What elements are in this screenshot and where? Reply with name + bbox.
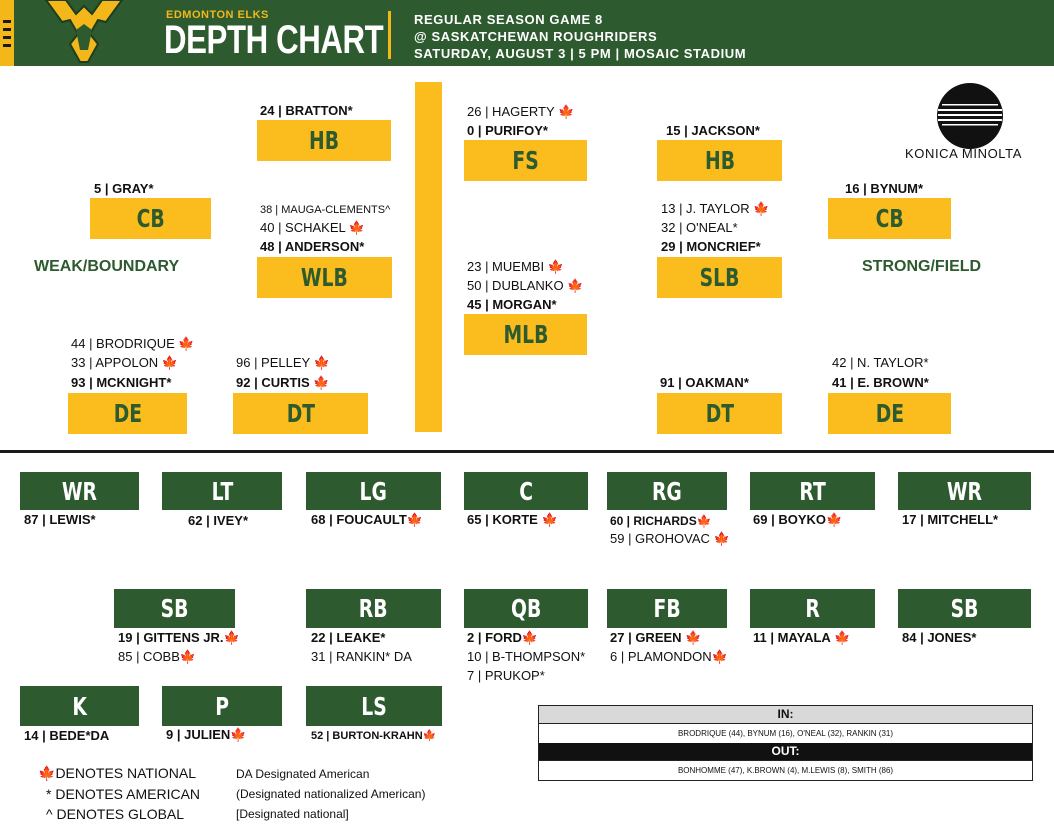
de-right-player-2: 41 | E. BROWN* — [832, 375, 929, 390]
maple-leaf-icon: 🍁 — [313, 355, 330, 370]
maple-leaf-icon: 🍁 — [348, 220, 366, 235]
hb-right-player-1: 15 | JACKSON* — [666, 123, 760, 138]
rg-player-2: 59 | GROHOVAC 🍁 — [610, 531, 730, 546]
hb-right-position: HB — [657, 140, 782, 181]
p-position: P — [162, 686, 282, 726]
maple-leaf-icon: 🍁 — [547, 259, 564, 274]
de-left-player-1: 44 | BRODRIQUE 🍁 — [71, 336, 195, 351]
rt-player-1: 69 | BOYKO🍁 — [753, 512, 843, 527]
hb-left-player-1: 24 | BRATTON* — [260, 103, 353, 118]
r-player-1: 11 | MAYALA 🍁 — [753, 630, 851, 645]
fb-player-1: 27 | GREEN 🍁 — [610, 630, 702, 645]
qb-player-2: 10 | B-THOMPSON* — [467, 649, 586, 664]
maple-leaf-icon: 🍁 — [38, 765, 56, 781]
legend-national: 🍁DENOTES NATIONAL — [38, 765, 196, 781]
transactions-box — [538, 705, 1033, 781]
de-right-player-1: 42 | N. TAYLOR* — [832, 355, 929, 370]
legend-global: ^ DENOTES GLOBAL — [46, 806, 185, 822]
ls-player-1: 52 | BURTON-KRAHN🍁 — [311, 730, 437, 742]
sb-left-player-1: 19 | GITTENS JR.🍁 — [118, 630, 240, 645]
rg-player-1: 60 | RICHARDS🍁 — [610, 514, 712, 528]
maple-leaf-icon: 🍁 — [422, 730, 437, 742]
fs-position: FS — [464, 140, 587, 181]
legend-dn: [Designated national] — [236, 807, 349, 821]
in-label: IN: — [539, 706, 1032, 723]
ls-position: LS — [306, 686, 442, 726]
cb-left-player-1: 5 | GRAY* — [94, 181, 154, 196]
wr-right-position: WR — [898, 472, 1031, 510]
maple-leaf-icon: 🍁 — [696, 514, 712, 528]
legend-dna: (Designated nationalized American) — [236, 787, 426, 801]
c-position: C — [464, 472, 588, 510]
game-opponent: @ SASKATCHEWAN ROUGHRIDERS — [414, 29, 658, 44]
maple-leaf-icon: 🍁 — [753, 201, 770, 216]
maple-leaf-icon: 🍁 — [558, 104, 575, 119]
maple-leaf-icon: 🍁 — [406, 512, 424, 527]
rt-position: RT — [750, 472, 875, 510]
game-title: REGULAR SEASON GAME 8 — [414, 12, 603, 27]
slb-player-2: 32 | O'NEAL* — [661, 220, 738, 235]
legend-american: * DENOTES AMERICAN — [46, 786, 201, 802]
dt-left-player-1: 96 | PELLEY 🍁 — [236, 355, 330, 370]
c-player-1: 65 | KORTE 🍁 — [467, 512, 558, 527]
qb-position: QB — [464, 589, 588, 628]
wlb-player-1: 38 | MAUGA-CLEMENTS^ — [260, 204, 391, 216]
strong-side-label: STRONG/FIELD — [862, 258, 982, 275]
mlb-player-2: 50 | DUBLANKO 🍁 — [467, 278, 584, 293]
dt-right-position: DT — [657, 393, 782, 434]
maple-leaf-icon: 🍁 — [541, 512, 558, 527]
cb-right-player-1: 16 | BYNUM* — [845, 181, 924, 196]
header-stripe — [0, 0, 14, 66]
header-divider — [388, 11, 391, 59]
hb-left-position: HB — [257, 120, 391, 161]
konica-minolta-logo-icon — [936, 82, 1004, 150]
wr-left-player-1: 87 | LEWIS* — [24, 512, 96, 527]
page-title: DEPTH CHART — [164, 18, 384, 62]
legend-da: DA Designated American — [236, 767, 370, 781]
lt-player-1: 62 | IVEY* — [188, 513, 249, 528]
slb-player-1: 13 | J. TAYLOR 🍁 — [661, 201, 770, 216]
slb-position: SLB — [657, 257, 782, 298]
dt-right-player-1: 91 | OAKMAN* — [660, 375, 749, 390]
lg-player-1: 68 | FOUCAULT🍁 — [311, 512, 424, 527]
fb-position: FB — [607, 589, 727, 628]
de-left-player-3: 93 | MCKNIGHT* — [71, 375, 172, 390]
sb-left-position: SB — [114, 589, 235, 628]
out-list: BONHOMME (47), K.BROWN (4), M.LEWIS (8), SMITH (86) — [539, 760, 1032, 780]
maple-leaf-icon: 🍁 — [713, 531, 730, 546]
mlb-position: MLB — [464, 314, 587, 355]
de-left-player-2: 33 | APPOLON 🍁 — [71, 355, 179, 370]
fb-player-2: 6 | PLAMONDON🍁 — [610, 649, 728, 664]
header-banner — [0, 0, 1054, 66]
r-position: R — [750, 589, 875, 628]
rb-position: RB — [306, 589, 441, 628]
midfield-bar — [415, 82, 442, 432]
p-player-1: 9 | JULIEN🍁 — [166, 727, 247, 742]
dt-left-player-2: 92 | CURTIS 🍁 — [236, 375, 330, 390]
weak-side-label: WEAK/BOUNDARY — [34, 258, 180, 275]
game-datetime: SATURDAY, AUGUST 3 | 5 PM | MOSAIC STADIUM — [414, 46, 747, 61]
maple-leaf-icon: 🍁 — [685, 630, 702, 645]
cb-left-position: CB — [90, 198, 211, 239]
wlb-player-3: 48 | ANDERSON* — [260, 239, 365, 254]
in-list: BRODRIQUE (44), BYNUM (16), O'NEAL (32), RANKIN (31) — [539, 723, 1032, 743]
maple-leaf-icon: 🍁 — [223, 630, 240, 645]
wr-right-player-1: 17 | MITCHELL* — [902, 512, 999, 527]
k-player-1: 14 | BEDE*DA — [24, 728, 110, 743]
team-name: EDMONTON ELKS — [166, 9, 269, 21]
dt-left-position: DT — [233, 393, 368, 434]
mlb-player-1: 23 | MUEMBI 🍁 — [467, 259, 564, 274]
rb-player-1: 22 | LEAKE* — [311, 630, 386, 645]
wlb-position: WLB — [257, 257, 392, 298]
maple-leaf-icon: 🍁 — [826, 512, 843, 527]
maple-leaf-icon: 🍁 — [161, 355, 179, 370]
sb-right-position: SB — [898, 589, 1031, 628]
slb-player-3: 29 | MONCRIEF* — [661, 239, 761, 254]
sponsor-name: KONICA MINOLTA — [905, 146, 1022, 161]
elks-logo-icon — [36, 0, 132, 66]
mlb-player-3: 45 | MORGAN* — [467, 297, 557, 312]
k-position: K — [20, 686, 139, 726]
cb-right-position: CB — [828, 198, 951, 239]
maple-leaf-icon: 🍁 — [521, 630, 539, 645]
lg-position: LG — [306, 472, 441, 510]
sb-left-player-2: 85 | COBB🍁 — [118, 649, 197, 664]
fs-player-1: 26 | HAGERTY 🍁 — [467, 104, 575, 119]
lt-position: LT — [162, 472, 282, 510]
rg-position: RG — [607, 472, 727, 510]
maple-leaf-icon: 🍁 — [230, 727, 247, 742]
qb-player-1: 2 | FORD🍁 — [467, 630, 539, 645]
out-label: OUT: — [539, 743, 1032, 760]
wlb-player-2: 40 | SCHAKEL 🍁 — [260, 220, 366, 235]
maple-leaf-icon: 🍁 — [567, 278, 584, 293]
fs-player-2: 0 | PURIFOY* — [467, 123, 548, 138]
rb-player-2: 31 | RANKIN* DA — [311, 649, 412, 664]
sb-right-player-1: 84 | JONES* — [902, 630, 977, 645]
de-right-position: DE — [828, 393, 951, 434]
maple-leaf-icon: 🍁 — [711, 649, 728, 664]
maple-leaf-icon: 🍁 — [179, 649, 197, 664]
de-left-position: DE — [68, 393, 187, 434]
maple-leaf-icon: 🍁 — [833, 630, 851, 645]
maple-leaf-icon: 🍁 — [178, 336, 195, 351]
maple-leaf-icon: 🍁 — [313, 375, 330, 390]
wr-left-position: WR — [20, 472, 139, 510]
qb-player-3: 7 | PRUKOP* — [467, 668, 545, 683]
offense-defense-divider — [0, 450, 1054, 453]
